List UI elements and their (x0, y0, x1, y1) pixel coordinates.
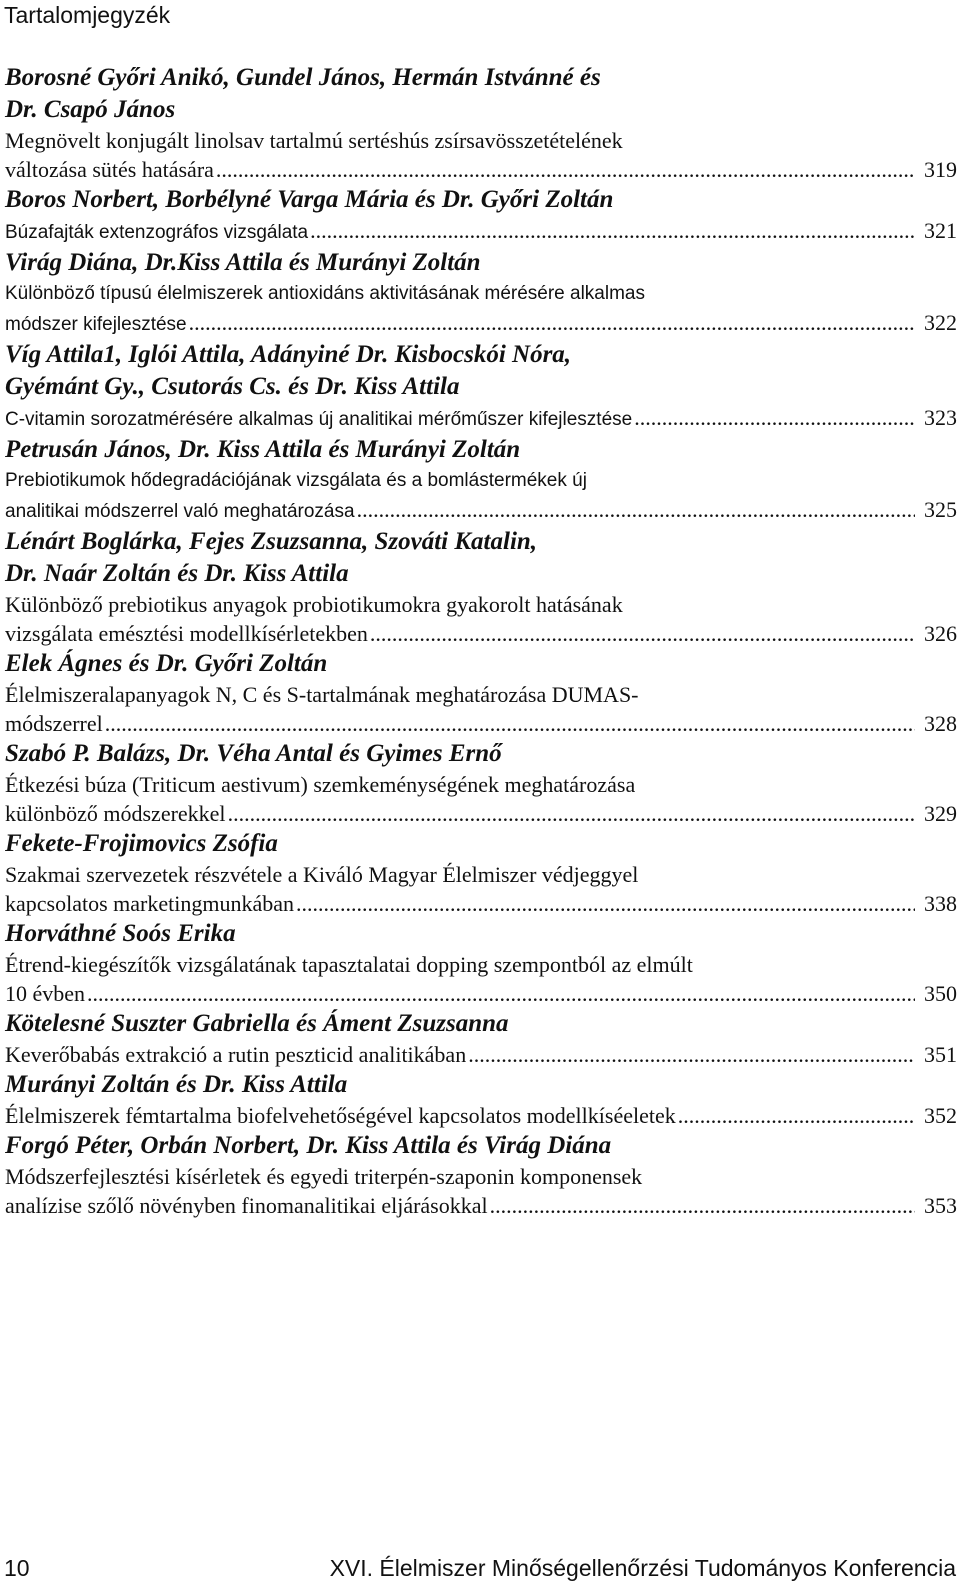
dot-leader (678, 1101, 915, 1130)
toc-entry[interactable] (5, 918, 957, 1008)
dot-leader (310, 216, 915, 245)
toc-entry-title-last-line (5, 619, 957, 648)
toc-entry-authors: Forgó Péter, Orbán Norbert, Dr. Kiss Attila és Virág Diána (5, 1132, 612, 1159)
toc-entry-title: Élelmiszeralapanyagok N, C és S-tartalmának meghatározása DUMAS- (5, 682, 639, 707)
table-of-contents (5, 62, 957, 1220)
footer-conference-title: XVI. Élelmiszer Minőségellenőrzési Tudományos Konferencia (329, 1555, 956, 1581)
dot-leader (370, 619, 915, 648)
toc-entry-authors: Elek Ágnes és Dr. Győri Zoltán (5, 650, 328, 677)
toc-entry[interactable] (5, 526, 957, 648)
toc-entry-title: változása sütés hatására (5, 157, 214, 182)
toc-entry-title: Keverőbabás extrakció a rutin peszticid analitikában (5, 1042, 467, 1067)
toc-entry-title: Módszerfejlesztési kísérletek és egyedi triterpén-szaponin komponensek (5, 1164, 643, 1189)
toc-entry-title: Megnövelt konjugált linolsav tartalmú sertéshús zsírsavösszetételének (5, 128, 623, 153)
toc-entry-page-number: 319 (924, 157, 957, 182)
toc-entry-authors: Lénárt Boglárka, Fejes Zsuzsanna, Szováti Katalin, (5, 528, 538, 555)
toc-entry-authors: Petrusán János, Dr. Kiss Attila és Murányi Zoltán (5, 436, 521, 463)
dot-leader (634, 403, 915, 432)
toc-entry-title-last-line (5, 155, 957, 184)
toc-entry[interactable] (5, 828, 957, 918)
toc-entry-title-last-line (5, 403, 957, 434)
toc-entry-title: analízise szőlő növényben finomanalitikai eljárásokkal (5, 1193, 488, 1218)
toc-entry-title-last-line (5, 1040, 957, 1069)
toc-entry-title-last-line (5, 1191, 957, 1220)
toc-entry-title: Étrend-kiegészítők vizsgálatának tapasztalatai dopping szempontból az elmúlt (5, 952, 693, 977)
toc-entry[interactable] (5, 184, 957, 247)
toc-entry-page-number: 325 (924, 497, 957, 522)
dot-leader (468, 1040, 915, 1069)
toc-entry-authors: Virág Diána, Dr.Kiss Attila és Murányi Zoltán (5, 249, 481, 276)
toc-entry-title: Búzafajták extenzográfos vizsgálata (5, 222, 309, 243)
dot-leader (216, 155, 915, 184)
toc-entry-page-number: 338 (924, 891, 957, 916)
toc-entry-authors: Víg Attila1, Iglói Attila, Adányiné Dr. Kisbocskói Nóra, (5, 341, 572, 368)
toc-entry-page-number: 322 (924, 310, 957, 335)
toc-entry-title-last-line (5, 709, 957, 738)
toc-entry[interactable] (5, 62, 957, 184)
toc-entry[interactable] (5, 339, 957, 434)
toc-entry-page-number: 351 (924, 1042, 957, 1067)
toc-entry-page-number: 353 (924, 1193, 957, 1218)
toc-entry-title-last-line (5, 308, 957, 339)
toc-entry-authors: Dr. Csapó János (5, 96, 176, 123)
toc-entry[interactable] (5, 1130, 957, 1220)
toc-entry-authors: Fekete-Frojimovics Zsófia (5, 830, 278, 857)
toc-entry-title: 10 évben (5, 981, 86, 1006)
toc-entry-title-last-line (5, 495, 957, 526)
toc-entry[interactable] (5, 247, 957, 339)
toc-entry-title: Különböző prebiotikus anyagok probiotikumokra gyakorolt hatásának (5, 592, 623, 617)
toc-entry[interactable] (5, 434, 957, 526)
dot-leader (105, 709, 915, 738)
toc-entry[interactable] (5, 1008, 957, 1069)
toc-entry-authors: Boros Norbert, Borbélyné Varga Mária és Dr. Győri Zoltán (5, 186, 614, 213)
toc-entry-page-number: 321 (924, 218, 957, 243)
dot-leader (228, 799, 915, 828)
toc-entry-title: Étkezési búza (Triticum aestivum) szemkeménységének meghatározása (5, 772, 636, 797)
toc-entry-title: C-vitamin sorozatmérésére alkalmas új analitikai mérőműszer kifejlesztése (5, 409, 633, 430)
toc-entry[interactable] (5, 648, 957, 738)
toc-entry-title: Prebiotikumok hődegradációjának vizsgálata és a bomlástermékek új (5, 470, 587, 491)
toc-entry-page-number: 323 (924, 405, 957, 430)
dot-leader (189, 308, 915, 337)
toc-entry-page-number: 350 (924, 981, 957, 1006)
toc-entry-title: Szakmai szervezetek részvétele a Kiváló Magyar Élelmiszer védjeggyel (5, 862, 639, 887)
toc-entry-page-number: 352 (924, 1103, 957, 1128)
toc-entry-page-number: 329 (924, 801, 957, 826)
page-footer (4, 1553, 956, 1583)
toc-entry-title: kapcsolatos marketingmunkában (5, 891, 294, 916)
toc-entry-authors: Gyémánt Gy., Csutorás Cs. és Dr. Kiss Attila (5, 373, 460, 400)
toc-entry-title: Különböző típusú élelmiszerek antioxidáns aktivitásának mérésére alkalmas (5, 283, 645, 304)
toc-entry-authors: Murányi Zoltán és Dr. Kiss Attila (5, 1071, 348, 1098)
dot-leader (296, 889, 915, 918)
toc-entry-title-last-line (5, 1101, 957, 1130)
toc-entry-title-last-line (5, 799, 957, 828)
toc-entry-title-last-line (5, 979, 957, 1008)
dot-leader (357, 495, 915, 524)
dot-leader (490, 1191, 915, 1220)
toc-entry[interactable] (5, 1069, 957, 1130)
toc-entry-title: analitikai módszerrel való meghatározása (5, 501, 355, 522)
toc-entry-page-number: 328 (924, 711, 957, 736)
toc-entry-title: különböző módszerekkel (5, 801, 226, 826)
dot-leader (87, 979, 915, 1008)
toc-entry-title: Élelmiszerek fémtartalma biofelvehetőségével kapcsolatos modellkíséeletek (5, 1103, 676, 1128)
toc-entry-title: vizsgálata emésztési modellkísérletekben (5, 621, 368, 646)
toc-entry-authors: Horváthné Soós Erika (5, 920, 236, 947)
toc-entry-title-last-line (5, 889, 957, 918)
toc-entry-authors: Kötelesné Suszter Gabriella és Áment Zsuzsanna (5, 1010, 509, 1037)
toc-entry-title: módszerrel (5, 711, 103, 736)
toc-entry-page-number: 326 (924, 621, 957, 646)
footer-page-number: 10 (4, 1555, 30, 1581)
toc-entry-authors: Szabó P. Balázs, Dr. Véha Antal és Gyimes Ernő (5, 740, 502, 767)
toc-entry-title: módszer kifejlesztése (5, 314, 187, 335)
toc-entry[interactable] (5, 738, 957, 828)
toc-heading: Tartalomjegyzék (4, 2, 171, 28)
toc-entry-authors: Dr. Naár Zoltán és Dr. Kiss Attila (5, 560, 349, 587)
toc-entry-authors: Borosné Győri Anikó, Gundel János, Hermán Istvánné és (5, 64, 601, 91)
toc-entry-title-last-line (5, 216, 957, 247)
page-header (4, 0, 170, 30)
